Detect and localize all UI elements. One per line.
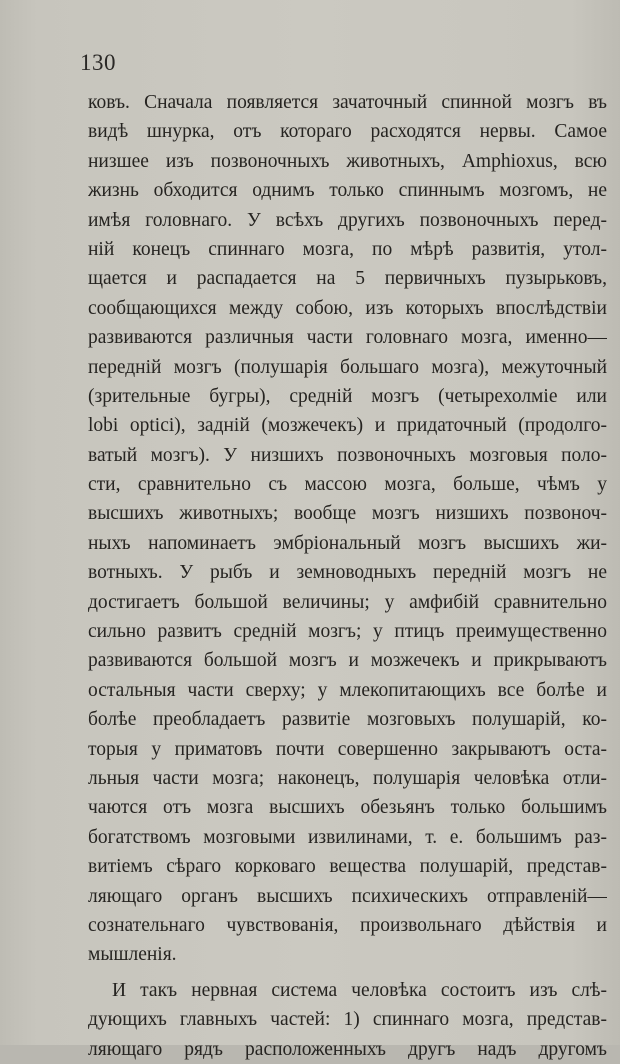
text-line: видѣ шнурка, отъ котораго расходятся нервы. Самое: [88, 121, 607, 143]
text-line: остальныя части сверху; у млекопитающихъ все болѣе и: [88, 679, 607, 701]
text-line: чаются отъ мозга высшихъ обезьянъ только большимъ: [88, 797, 607, 819]
text-line: достигаетъ большой величины; у амфибій сравнительно: [88, 591, 607, 613]
text-line: низшее изъ позвоночныхъ животныхъ, Amphioxus, всю: [88, 150, 607, 172]
text-line: болѣе преобладаетъ развитіе мозговыхъ полушарій, ко-: [88, 709, 607, 731]
text-line: ляющаго органъ высшихъ психическихъ отправленій—: [88, 885, 607, 907]
text-line: сообщающихся между собою, изъ которыхъ впослѣдствіи: [88, 297, 607, 319]
text-line: развиваются различныя части головнаго мозга, именно—: [88, 327, 607, 349]
text-line: (зрительные бугры), средній мозгъ (четырехолміе или: [88, 385, 607, 407]
text-line: дующихъ главныхъ частей: 1) спиннаго мозга, представ-: [88, 1009, 607, 1031]
text-line: ныхъ напоминаетъ эмбріональный мозгъ высшихъ жи-: [88, 532, 607, 554]
text-line: жизнь обходится однимъ только спиннымъ мозгомъ, не: [88, 180, 607, 202]
text-line: вотныхъ. У рыбъ и земноводныхъ передній мозгъ не: [88, 562, 607, 584]
text-line: сильно развитъ средній мозгъ; у птицъ преимущественно: [88, 621, 607, 643]
text-line: передній мозгъ (полушарія большаго мозга), межуточный: [88, 356, 607, 378]
text-line: ковъ. Сначала появляется зачаточный спинной мозгъ въ: [88, 92, 607, 113]
text-line: мышленія.: [88, 944, 177, 966]
text-line: витіемъ сѣраго корковаго вещества полушарій, представ-: [88, 856, 607, 878]
text-line: lobi optici), задній (мозжечекъ) и придаточный (продолго-: [88, 415, 607, 437]
text-line: сти, сравнительно съ массою мозга, больше, чѣмъ у: [88, 474, 607, 496]
text-line: торыя у приматовъ почти совершенно закрываютъ оста-: [88, 738, 607, 760]
paragraph: [88, 88, 607, 970]
text-line: развиваются большой мозгъ и мозжечекъ и прикрываютъ: [88, 650, 607, 672]
paragraph: [88, 976, 607, 1064]
text-line: богатствомъ мозговыми извилинами, т. е. большимъ раз-: [88, 826, 607, 848]
text-line: ній конецъ спиннаго мозга, по мѣрѣ развитія, утол-: [88, 238, 607, 260]
text-line: И такъ нервная система человѣка состоитъ изъ слѣ-: [112, 979, 607, 1001]
body-text: [88, 88, 607, 1064]
text-line: льныя части мозга; наконецъ, полушарія человѣка отли-: [88, 767, 607, 789]
text-line: ляющаго рядъ расположенныхъ другъ надъ другомъ: [88, 1038, 607, 1060]
text-line: имѣя головнаго. У всѣхъ другихъ позвоночныхъ перед-: [88, 209, 607, 231]
text-line: щается и распадается на 5 первичныхъ пузырьковъ,: [88, 268, 607, 290]
text-line: высшихъ животныхъ; вообще мозгъ низшихъ позвоноч-: [88, 503, 607, 525]
text-line: ватый мозгъ). У низшихъ позвоночныхъ мозговыя поло-: [88, 444, 607, 466]
page-number: 130: [80, 50, 116, 75]
text-line: сознательнаго чувствованія, произвольнаго дѣйствія и: [88, 914, 607, 936]
